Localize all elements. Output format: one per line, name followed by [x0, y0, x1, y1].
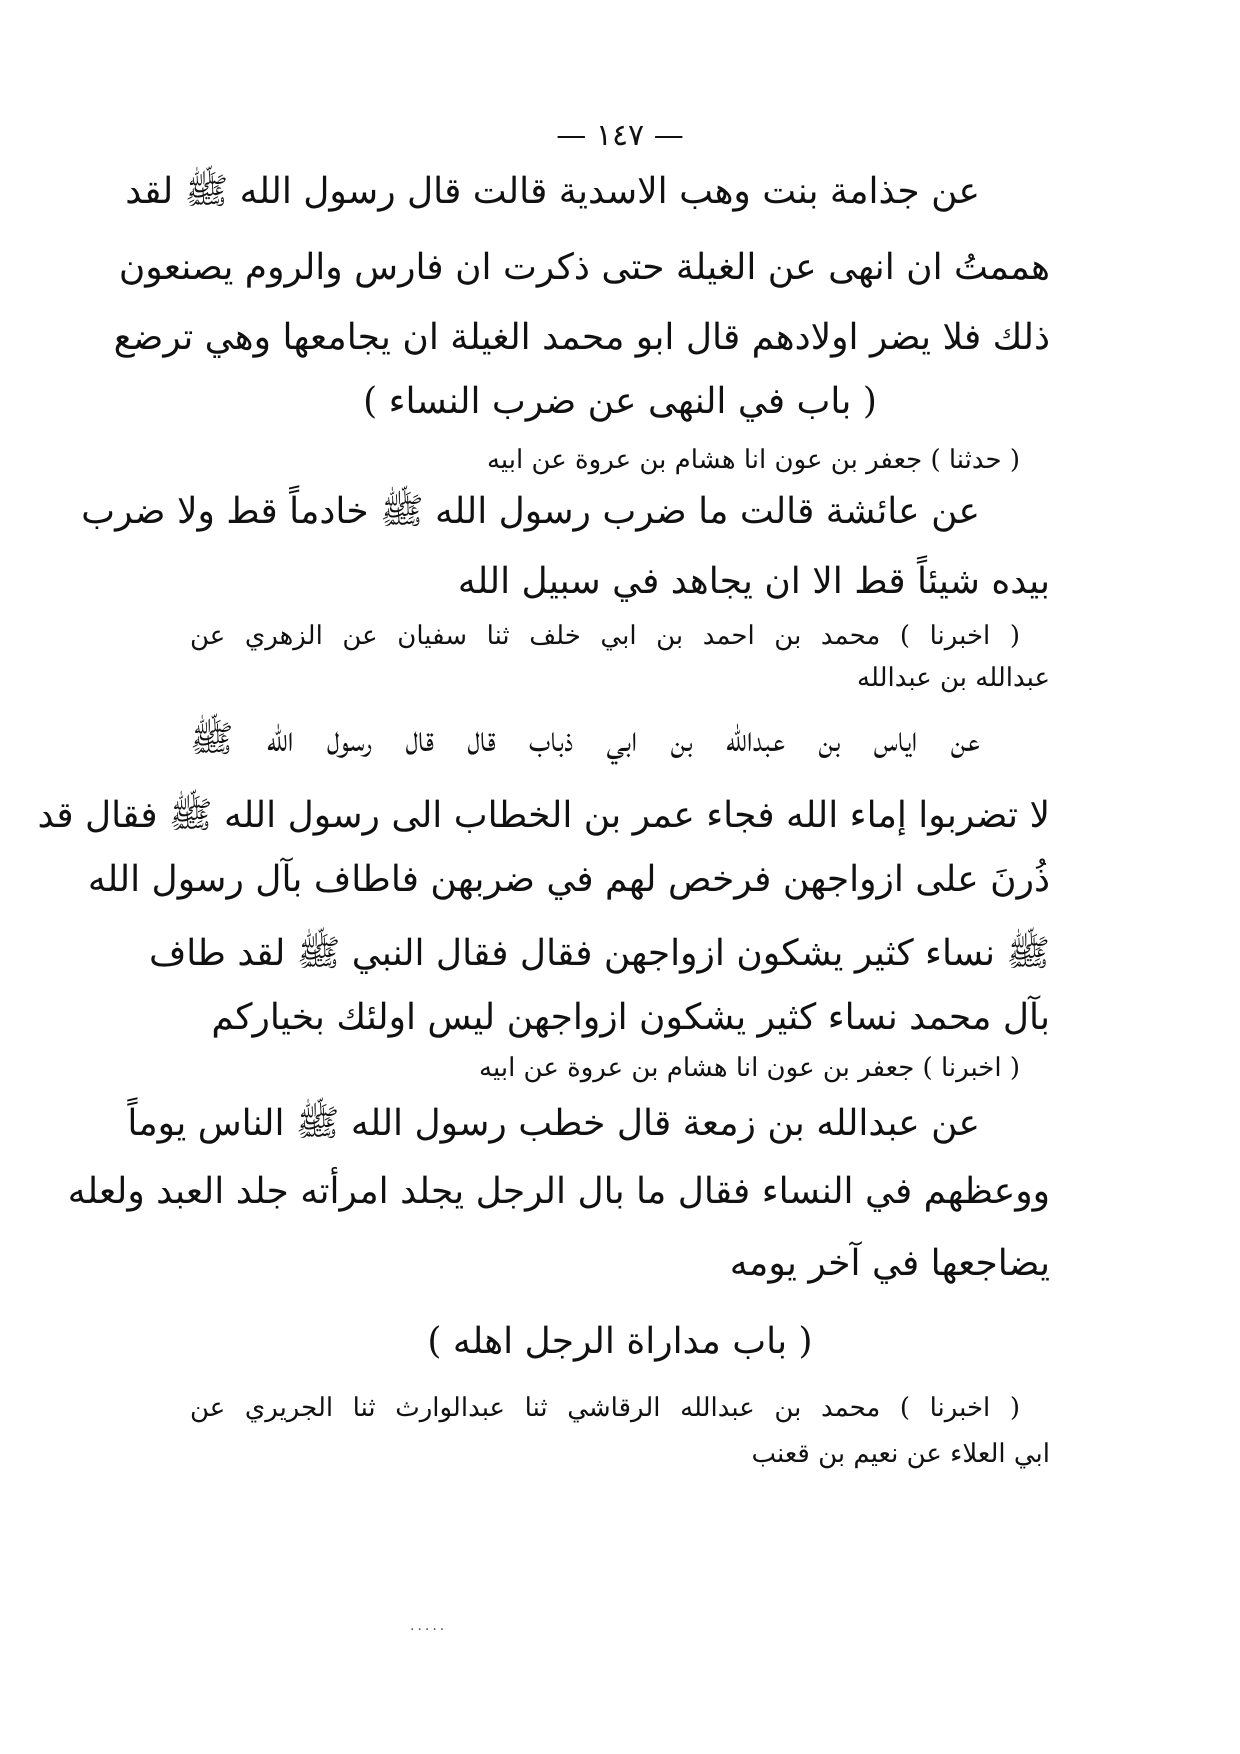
- section-heading: ( باب مداراة الرجل اهله ): [427, 1321, 813, 1362]
- isnad-line: عبدالله بن عبدالله: [857, 663, 1050, 693]
- isnad-line: ابي العلاء عن نعيم بن قعنب: [751, 1439, 1050, 1469]
- isnad-line: ( اخبرنا ) محمد بن عبدالله الرقاشي ثنا عبدالوارث ثنا الجريري عن: [190, 1393, 1020, 1423]
- text-line: عن عبدالله بن زمعة قال خطب رسول الله ﷺ الناس يوماً: [127, 1103, 980, 1144]
- text-line: لا تضربوا إماء الله فجاء عمر بن الخطاب الى رسول الله ﷺ فقال قد: [37, 795, 1050, 836]
- text-line: ذُرنَ على ازواجهن فرخص لهم في ضربهن فاطاف بآل رسول الله: [87, 859, 1050, 900]
- text-line: بيده شيئاً قط الا ان يجاهد في سبيل الله: [457, 561, 1050, 602]
- main-text: [37, 0, 1050, 1754]
- text-line: عن جذامة بنت وهب الاسدية قالت قال رسول الله ﷺ لقد: [125, 171, 980, 212]
- text-line: بآل محمد نساء كثير يشكون ازواجهن ليس اولئك بخياركم: [211, 997, 1050, 1038]
- text-line: يضاجعها في آخر يومه: [729, 1243, 1050, 1284]
- footer-dots: .....: [410, 1618, 448, 1634]
- isnad-line: ( اخبرنا ) محمد بن احمد بن ابي خلف ثنا سفيان عن الزهري عن: [190, 621, 1020, 651]
- text-line: ووعظهم في النساء فقال ما بال الرجل يجلد امرأته جلد العبد ولعله: [67, 1171, 1050, 1212]
- text-line: ﷺ نساء كثير يشكون ازواجهن فقال فقال النبي ﷺ لقد طاف: [148, 933, 1050, 974]
- text-line: ذلك فلا يضر اولادهم قال ابو محمد الغيلة ان يجامعها وهي ترضع: [113, 317, 1050, 358]
- text-line: عن عائشة قالت ما ضرب رسول الله ﷺ خادماً قط ولا ضرب: [81, 491, 980, 532]
- section-heading: ( باب في النهى عن ضرب النساء ): [363, 381, 877, 422]
- page-number: — ١٤٧ —: [556, 118, 684, 153]
- text-line: هممتُ ان انهى عن الغيلة حتى ذكرت ان فارس والروم يصنعون: [118, 247, 1050, 288]
- isnad-line: ( اخبرنا ) جعفر بن عون انا هشام بن عروة عن ابيه: [479, 1053, 1020, 1083]
- text-line: عن اياس بن عبدالله بن ابي ذباب قال قال رسول الله ﷺ: [190, 719, 980, 760]
- isnad-line: ( حدثنا ) جعفر بن عون انا هشام بن عروة عن ابيه: [486, 445, 1020, 475]
